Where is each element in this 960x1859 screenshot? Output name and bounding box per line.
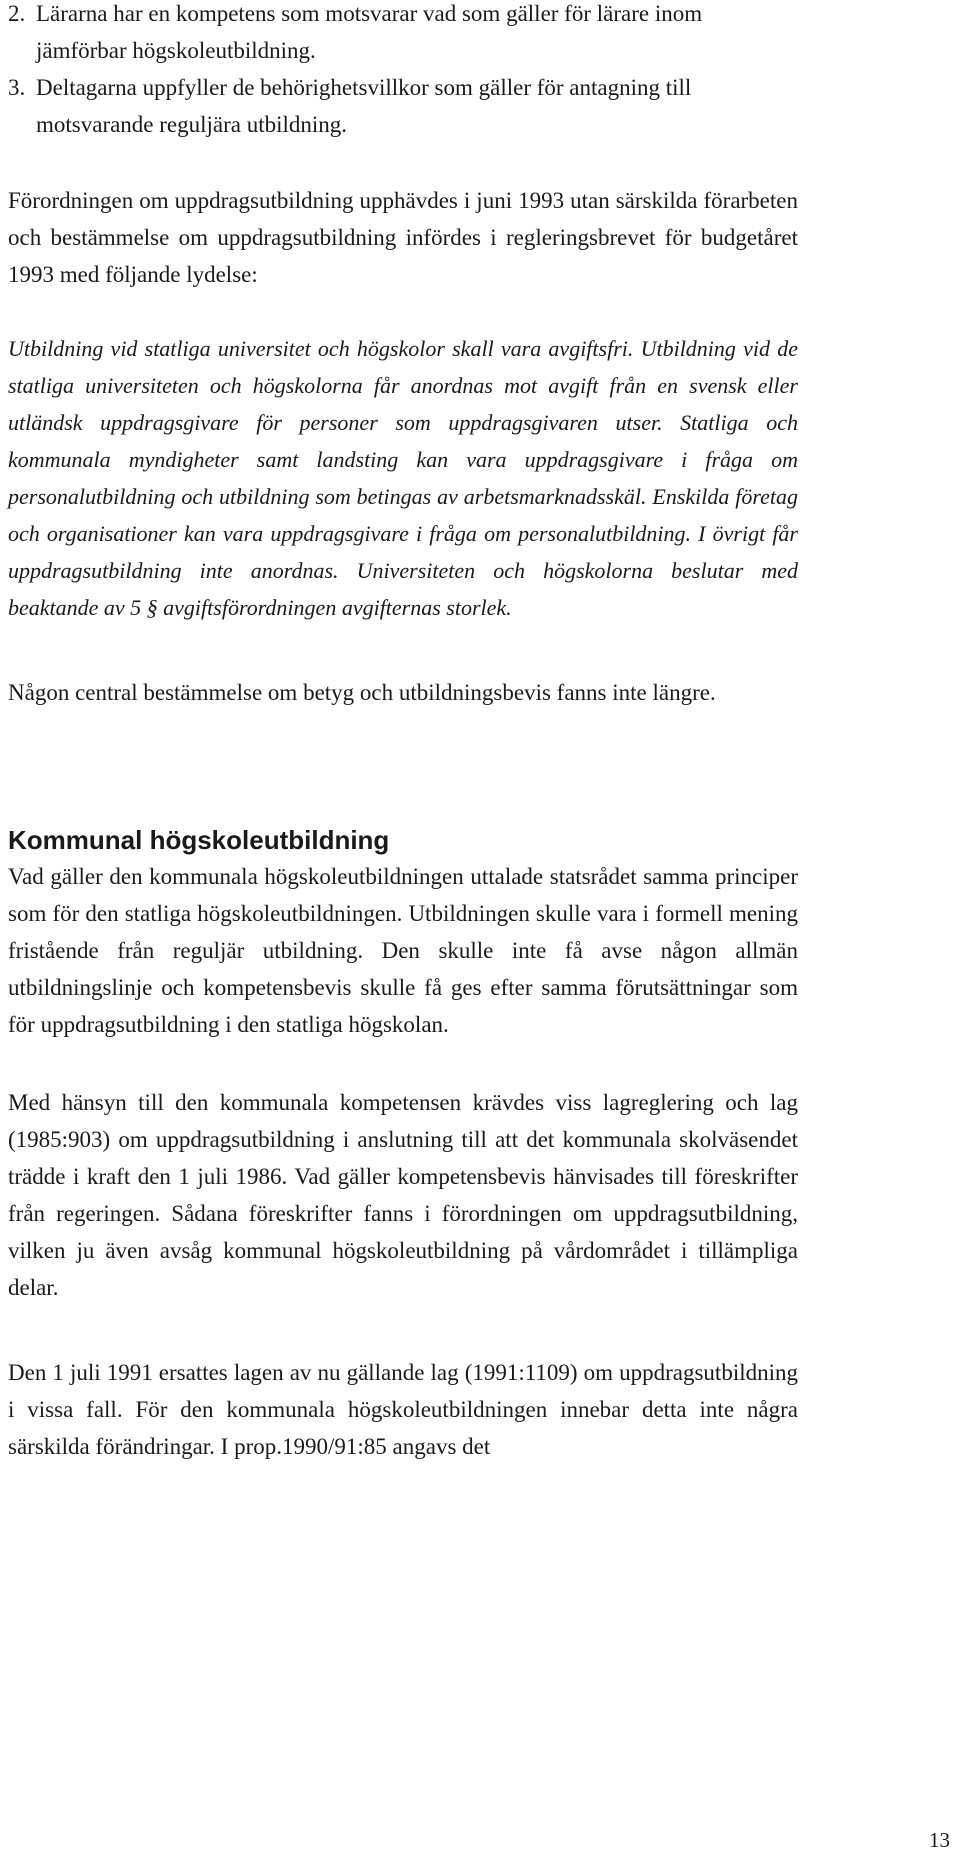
list-item-number: 3.: [8, 75, 26, 100]
quoted-regulation-text: Utbildning vid statliga universitet och högskolor skall vara avgiftsfri. Utbildning vid de statliga universiteten och högskolorna får anordnas mot avgift från en svensk eller utländsk uppdragsgivare för personer som uppdragsgivaren utser. Statliga och kommunala myndigheter samt landsting kan vara uppdragsgivare i fråga om personalutbildning och utbildning som betingas av arbetsmarknadsskäl. Enskilda företag och organisationer kan vara uppdragsgivare i fråga om personalutbildning. I övrigt får uppdragsutbildning inte anordnas. Universiteten och högskolorna beslutar med beaktande av 5 § avgiftsförordningen avgifternas storlek.: [8, 336, 798, 620]
list-item-text: Lärarna har en kompetens som motsvarar vad som gäller för lärare inom jämförbar högskoleutbildning.: [36, 1, 703, 63]
list-item: [8, 69, 798, 143]
list-item-number: 2.: [8, 1, 26, 26]
section-heading: Kommunal högskoleutbildning: [8, 825, 390, 855]
numbered-list: [8, 0, 798, 143]
page-number: 13: [929, 1828, 950, 1852]
paragraph-regulation-repeal: Förordningen om uppdragsutbildning upphävdes i juni 1993 utan särskilda förarbeten och bestämmelse om uppdragsutbildning infördes i regleringsbrevet för budgetåret 1993 med följande lydelse:: [8, 188, 798, 287]
paragraph-municipal-education: Vad gäller den kommunala högskoleutbildningen uttalade statsrådet samma principer som för den statliga högskoleutbildningen. Utbildningen skulle vara i formell mening fristående från reguljär utbildning. Den skulle inte få avse någon allmän utbildningslinje och kompetensbevis skulle få ges efter samma förutsättningar som för uppdragsutbildning i den statliga högskolan.: [8, 864, 798, 1037]
paragraph-grades: Någon central bestämmelse om betyg och utbildningsbevis fanns inte längre.: [8, 680, 716, 705]
paragraph-new-law: Den 1 juli 1991 ersattes lagen av nu gällande lag (1991:1109) om uppdragsutbildning i vissa fall. För den kommunala högskoleutbildningen innebar detta inte några särskilda förändringar. I prop.1990/91:85 angavs det: [8, 1360, 798, 1459]
list-item: [8, 0, 798, 69]
paragraph-legislation: Med hänsyn till den kommunala kompetensen krävdes viss lagreglering och lag (1985:903) om uppdragsutbildning i anslutning till att det kommunala skolväsendet trädde i kraft den 1 juli 1986. Vad gäller kompetensbevis hänvisades till föreskrifter från regeringen. Sådana föreskrifter fanns i förordningen om uppdragsutbildning, vilken ju även avsåg kommunal högskoleutbildning på vårdområdet i tillämpliga delar.: [8, 1090, 798, 1300]
list-item-text: Deltagarna uppfyller de behörighetsvillkor som gäller för antagning till motsvarande reguljära utbildning.: [36, 75, 692, 137]
